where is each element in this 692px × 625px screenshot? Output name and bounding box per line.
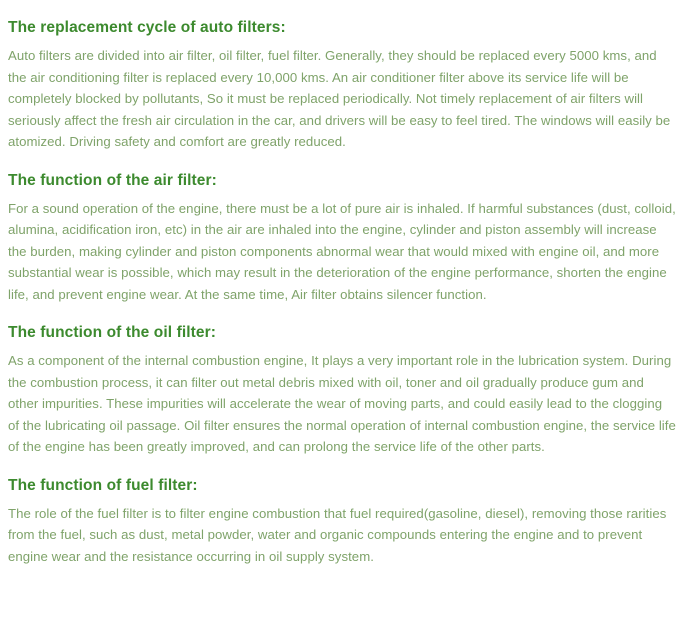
section-body: For a sound operation of the engine, there must be a lot of pure air is inhaled. If harmful substances (dust, colloid, alumina, acidification iron, etc) in the air are inhaled into the engine, cylinder and piston assembly will increase the burden, making cylinder and piston components abnormal wear that would mixed with engine oil, and more substantial wear is possible, which may result in the deterioration of the engine performance, shorten the engine life, and prevent engine wear. At the same time, Air filter obtains silencer function.	[8, 200, 676, 302]
section-fuel-filter	[8, 476, 676, 568]
section-heading: The function of the air filter:	[8, 171, 217, 189]
section-heading: The function of the oil filter:	[8, 324, 217, 341]
section-air-filter	[8, 171, 676, 306]
section-heading: The function of fuel filter:	[8, 476, 198, 494]
section-body: Auto filters are divided into air filter, oil filter, fuel filter. Generally, they should be replaced every 5000 kms, and the air conditioning filter is replaced every 10,000 kms. An air conditioner filter above its service life will be completely blocked by pollutants, So it must be replaced periodically. Not timely replacement of air filters will seriously affect the fresh air circulation in the car, and drivers will be easy to feel tired. The windows will easily be atomized. Driving safety and comfort are greatly reduced.	[8, 48, 671, 149]
section-oil-filter	[8, 323, 676, 458]
section-body: As a component of the internal combustion engine, It plays a very important role in the lubrication system. During the combustion process, it can filter out metal debris mixed with oil, toner and oil gradually produce gum and other impurities. These impurities will accelerate the wear of moving parts, and could easily lead to the clogging of the lubricating oil passage. Oil filter ensures the normal operation of internal combustion engine, the service life of the engine has been greatly improved, and can prolong the service life of the other parts.	[8, 353, 676, 454]
section-replacement-cycle	[8, 18, 676, 153]
section-body: The role of the fuel filter is to filter engine combustion that fuel required(gasoline, diesel), removing those rarities from the fuel, such as dust, metal powder, water and organic compounds entering the engine and to prevent engine wear and the resistance occurring in oil supply system.	[8, 505, 667, 564]
section-heading: The replacement cycle of auto filters:	[8, 19, 286, 36]
